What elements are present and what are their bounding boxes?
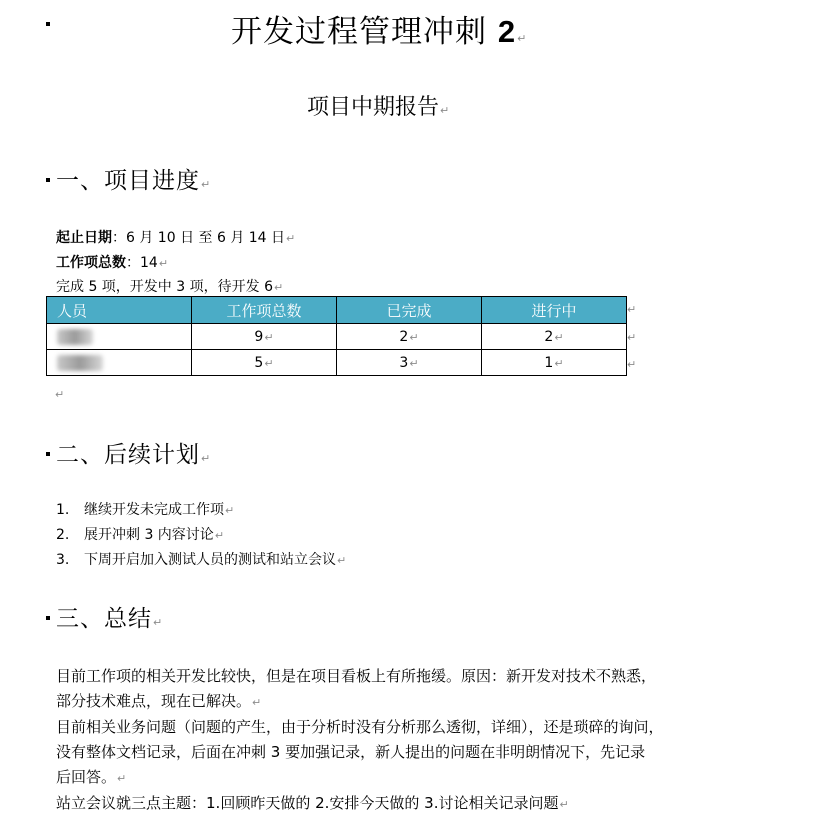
- return-mark: ↵: [554, 330, 564, 344]
- count-label: 工作项总数: [56, 255, 126, 271]
- heading-bullet: [46, 178, 50, 182]
- table-header-row: [47, 297, 627, 324]
- return-mark: ↵: [225, 504, 235, 517]
- heading-text: 二、后续计划: [56, 442, 200, 468]
- line-text: 没有整体文档记录，后面在冲刺 3 要加强记录，新人提出的问题在非明朗情况下，先记录: [56, 743, 646, 761]
- document-title-number: 2: [497, 14, 517, 49]
- return-mark: ↵: [264, 356, 274, 370]
- list-item: [56, 548, 346, 573]
- heading-bullet: [46, 452, 50, 456]
- cell-value: 2: [544, 328, 554, 345]
- return-mark: ↵: [153, 616, 164, 629]
- column-header: 已完成: [337, 297, 482, 324]
- section-heading-progress: [56, 162, 211, 195]
- line-text: 目前工作项的相关开发比较快，但是在项目看板上有所拖缓。原因：新开发对技术不熟悉，: [56, 667, 657, 685]
- summary-line: [56, 689, 746, 715]
- table-cell: [337, 324, 482, 350]
- date-value: ：6 月 10 日 至 6 月 14 日: [112, 230, 286, 246]
- return-mark: ↵: [201, 178, 212, 191]
- return-mark: ↵: [440, 104, 450, 117]
- return-mark: ↵: [201, 452, 212, 465]
- summary-paragraph: [56, 664, 746, 817]
- table-cell: [192, 350, 337, 376]
- table-cell: [337, 350, 482, 376]
- list-item: [56, 498, 346, 523]
- table-row: [47, 350, 627, 376]
- heading-bullet: [46, 616, 50, 620]
- cell-value: 5: [254, 354, 264, 371]
- redacted-name: [57, 355, 103, 371]
- line-text: 后回答。: [56, 768, 117, 786]
- line-text: 目前相关业务问题（问题的产生，由于分析时没有分析那么透彻，详细），还是琐碎的询问，: [56, 718, 664, 736]
- person-cell: [47, 350, 192, 376]
- row-end-mark: ↵: [627, 303, 637, 316]
- return-mark: ↵: [273, 281, 284, 294]
- table-cell: [192, 324, 337, 350]
- subtitle-text: 项目中期报告: [307, 95, 440, 120]
- document-title: [231, 6, 527, 51]
- summary-line: [56, 765, 746, 791]
- return-mark: ↵: [264, 330, 274, 344]
- summary-line: [56, 791, 746, 817]
- section-heading-summary: [56, 600, 163, 633]
- item-text: 继续开发未完成工作项: [84, 502, 224, 518]
- row-end-mark: ↵: [627, 331, 637, 344]
- document-subtitle: [307, 90, 449, 121]
- redacted-name: [57, 329, 93, 345]
- item-number: 3.: [56, 552, 70, 568]
- person-cell: [47, 324, 192, 350]
- progress-table: [46, 296, 627, 376]
- summary-line: [56, 715, 746, 740]
- column-header: 工作项总数: [192, 297, 337, 324]
- status-line: [56, 276, 283, 296]
- date-label: 起止日期: [56, 230, 112, 246]
- return-mark: ↵: [554, 356, 564, 370]
- item-number: 1.: [56, 502, 70, 518]
- line-text: 站立会议就三点主题：1.回顾昨天做的 2.安排今天做的 3.讨论相关记录问题: [56, 794, 559, 812]
- return-mark: ↵: [409, 330, 419, 344]
- date-range-line: [56, 227, 295, 247]
- work-item-count-line: [56, 252, 168, 272]
- plan-list: [56, 498, 346, 573]
- status-text: 完成 5 项，开发中 3 项，待开发 6: [56, 279, 273, 295]
- cell-value: 1: [544, 354, 554, 371]
- heading-text: 一、项目进度: [56, 168, 200, 194]
- table-row: [47, 324, 627, 350]
- item-text: 下周开启加入测试人员的测试和站立会议: [84, 552, 336, 568]
- count-value: ：14: [126, 255, 158, 271]
- return-mark: ↵: [117, 772, 127, 785]
- return-mark: ↵: [252, 696, 262, 709]
- column-header: 人员: [47, 297, 192, 324]
- title-bullet: [46, 22, 50, 26]
- cell-value: 3: [399, 354, 409, 371]
- return-mark: ↵: [517, 32, 528, 45]
- cell-value: 9: [254, 328, 264, 345]
- document-title-text: 开发过程管理冲刺: [231, 14, 487, 50]
- table-cell: [482, 324, 627, 350]
- section-heading-plan: [56, 436, 211, 469]
- line-text: 部分技术难点，现在已解决。: [56, 692, 252, 710]
- column-header: 进行中: [482, 297, 627, 324]
- return-mark: ↵: [214, 529, 225, 542]
- row-end-mark: ↵: [627, 358, 637, 371]
- heading-text: 三、总结: [56, 606, 152, 632]
- return-mark: ↵: [337, 554, 347, 567]
- item-number: 2.: [56, 527, 70, 543]
- return-mark: ↵: [158, 257, 169, 270]
- list-item: [56, 523, 346, 548]
- empty-paragraph-mark: ↵: [55, 388, 65, 401]
- cell-value: 2: [399, 328, 409, 345]
- summary-line: [56, 740, 746, 765]
- summary-line: [56, 664, 746, 689]
- item-text: 展开冲刺 3 内容讨论: [84, 527, 214, 543]
- return-mark: ↵: [409, 356, 419, 370]
- table-cell: [482, 350, 627, 376]
- return-mark: ↵: [286, 232, 296, 245]
- return-mark: ↵: [559, 798, 569, 811]
